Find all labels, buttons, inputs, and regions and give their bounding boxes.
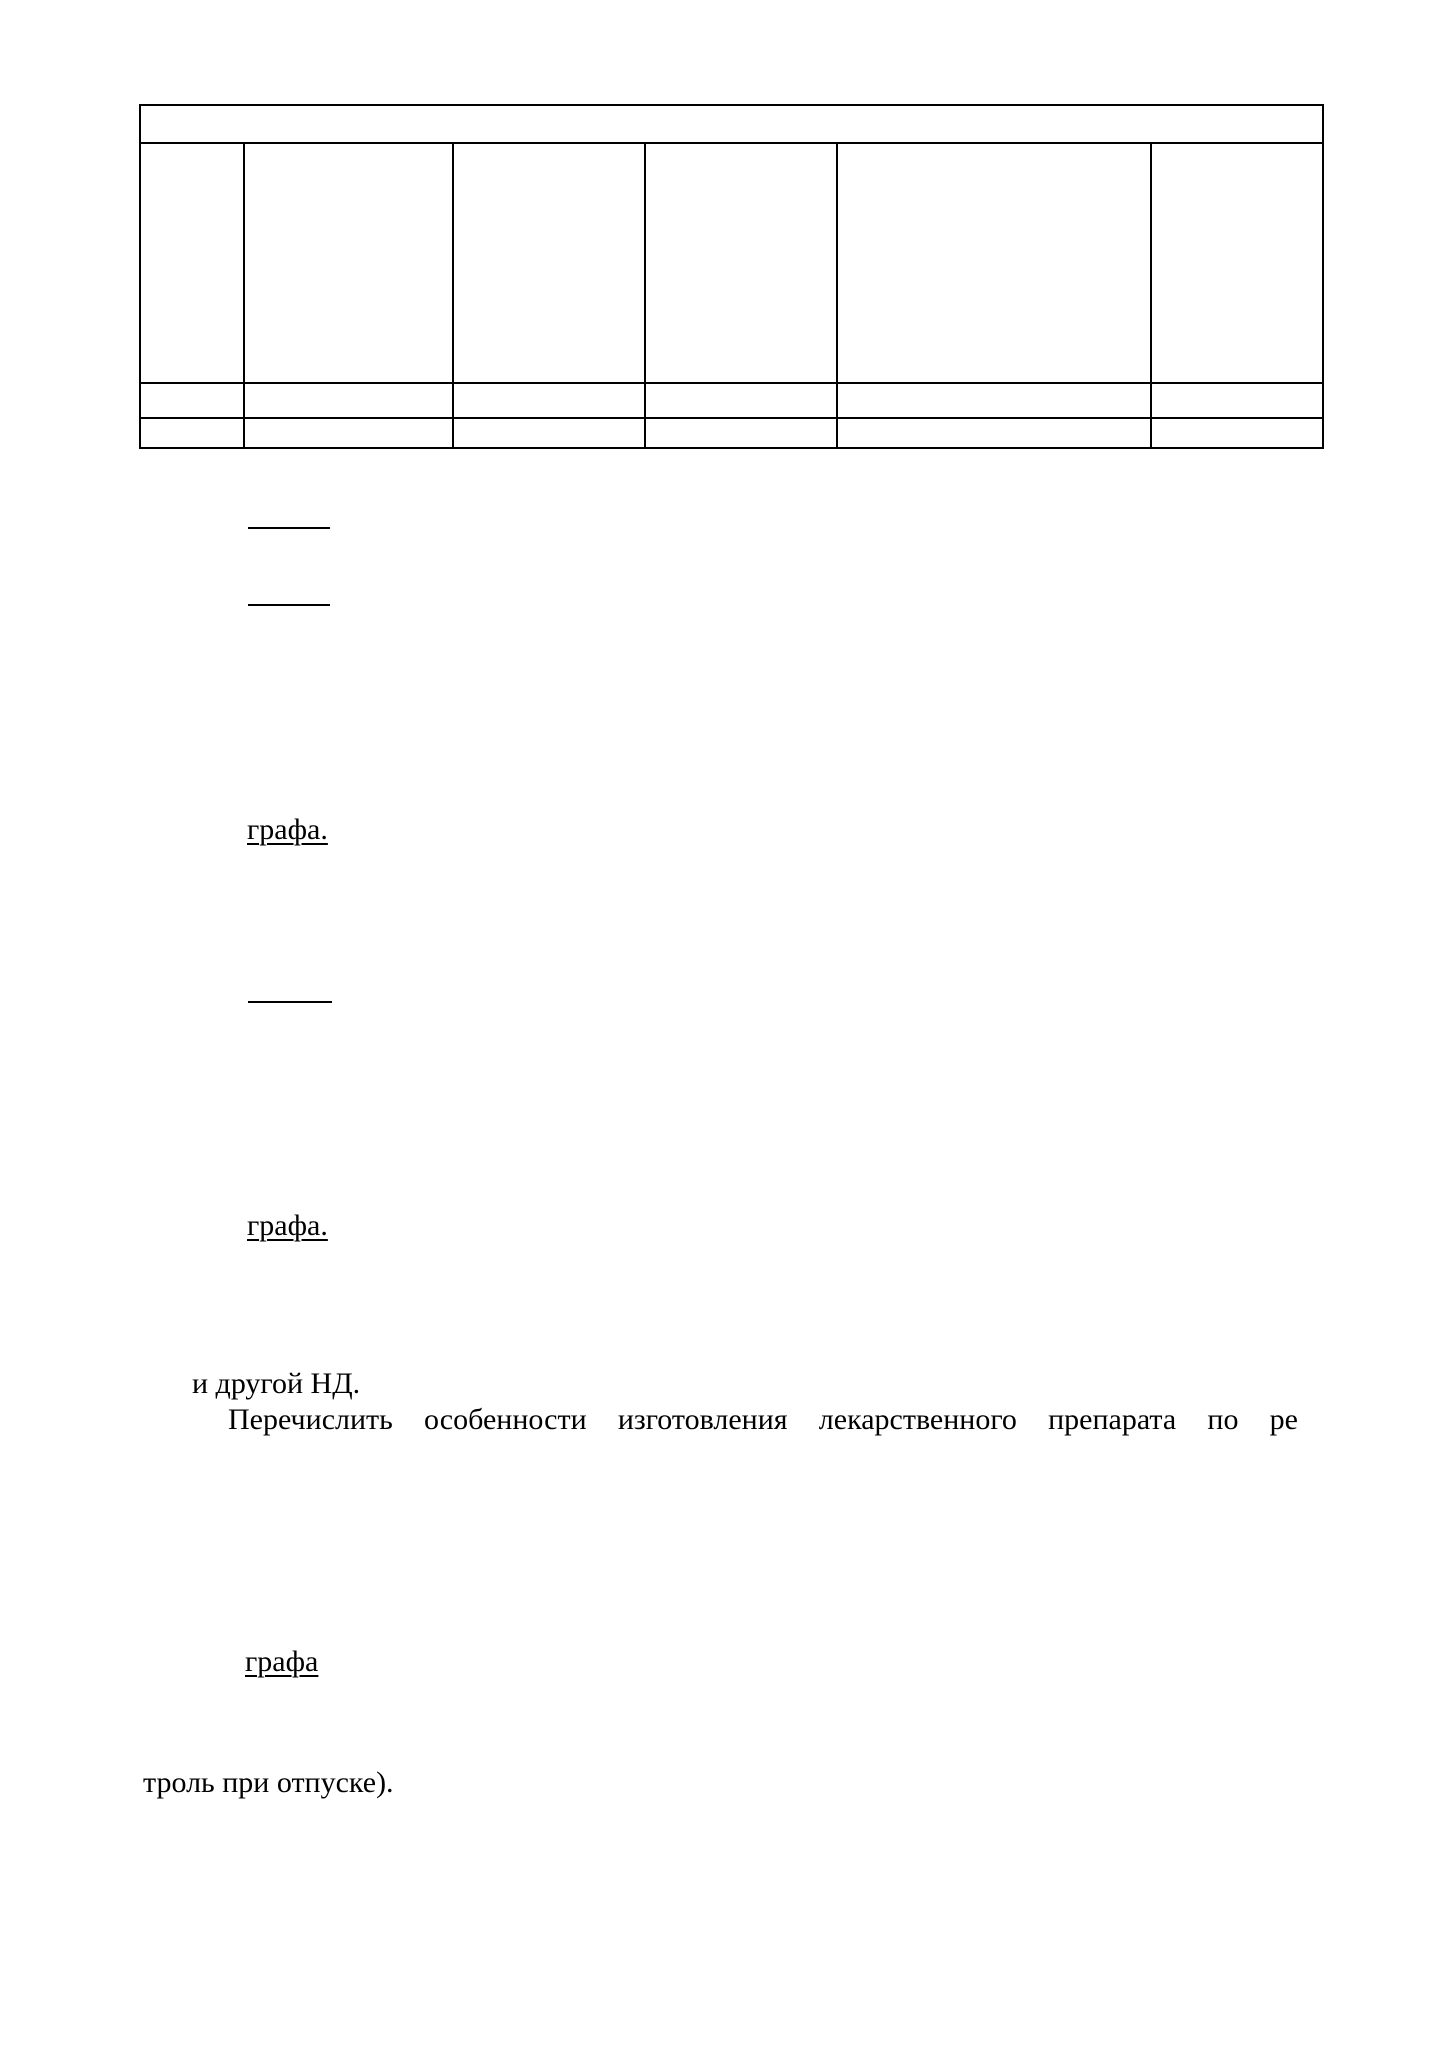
table-col-divider bbox=[1150, 142, 1152, 449]
grafa-label: графа bbox=[245, 1645, 319, 1678]
table-border-right bbox=[1322, 104, 1324, 449]
table-title-divider bbox=[139, 142, 1324, 144]
data-table bbox=[139, 104, 1324, 449]
table-col-divider bbox=[836, 142, 838, 449]
table-row-divider bbox=[139, 417, 1324, 419]
paragraph-line: троль при отпуске). bbox=[143, 1766, 394, 1799]
table-col-divider bbox=[243, 142, 245, 449]
underline-rule bbox=[248, 1001, 332, 1003]
table-col-divider bbox=[644, 142, 646, 449]
grafa-label: графа. bbox=[247, 1209, 328, 1242]
table-col-divider bbox=[452, 142, 454, 449]
grafa-label: графа. bbox=[247, 813, 328, 846]
table-border-top bbox=[139, 104, 1324, 106]
underline-rule bbox=[248, 527, 330, 529]
underline-rule bbox=[248, 604, 330, 606]
table-border-bottom bbox=[139, 447, 1324, 449]
paragraph-line: и другой НД. bbox=[192, 1367, 361, 1400]
table-border-left bbox=[139, 104, 141, 449]
table-header-divider bbox=[139, 382, 1324, 384]
paragraph-line: Перечислить особенности изготовления лекарственного препарата по ре bbox=[228, 1403, 1298, 1436]
